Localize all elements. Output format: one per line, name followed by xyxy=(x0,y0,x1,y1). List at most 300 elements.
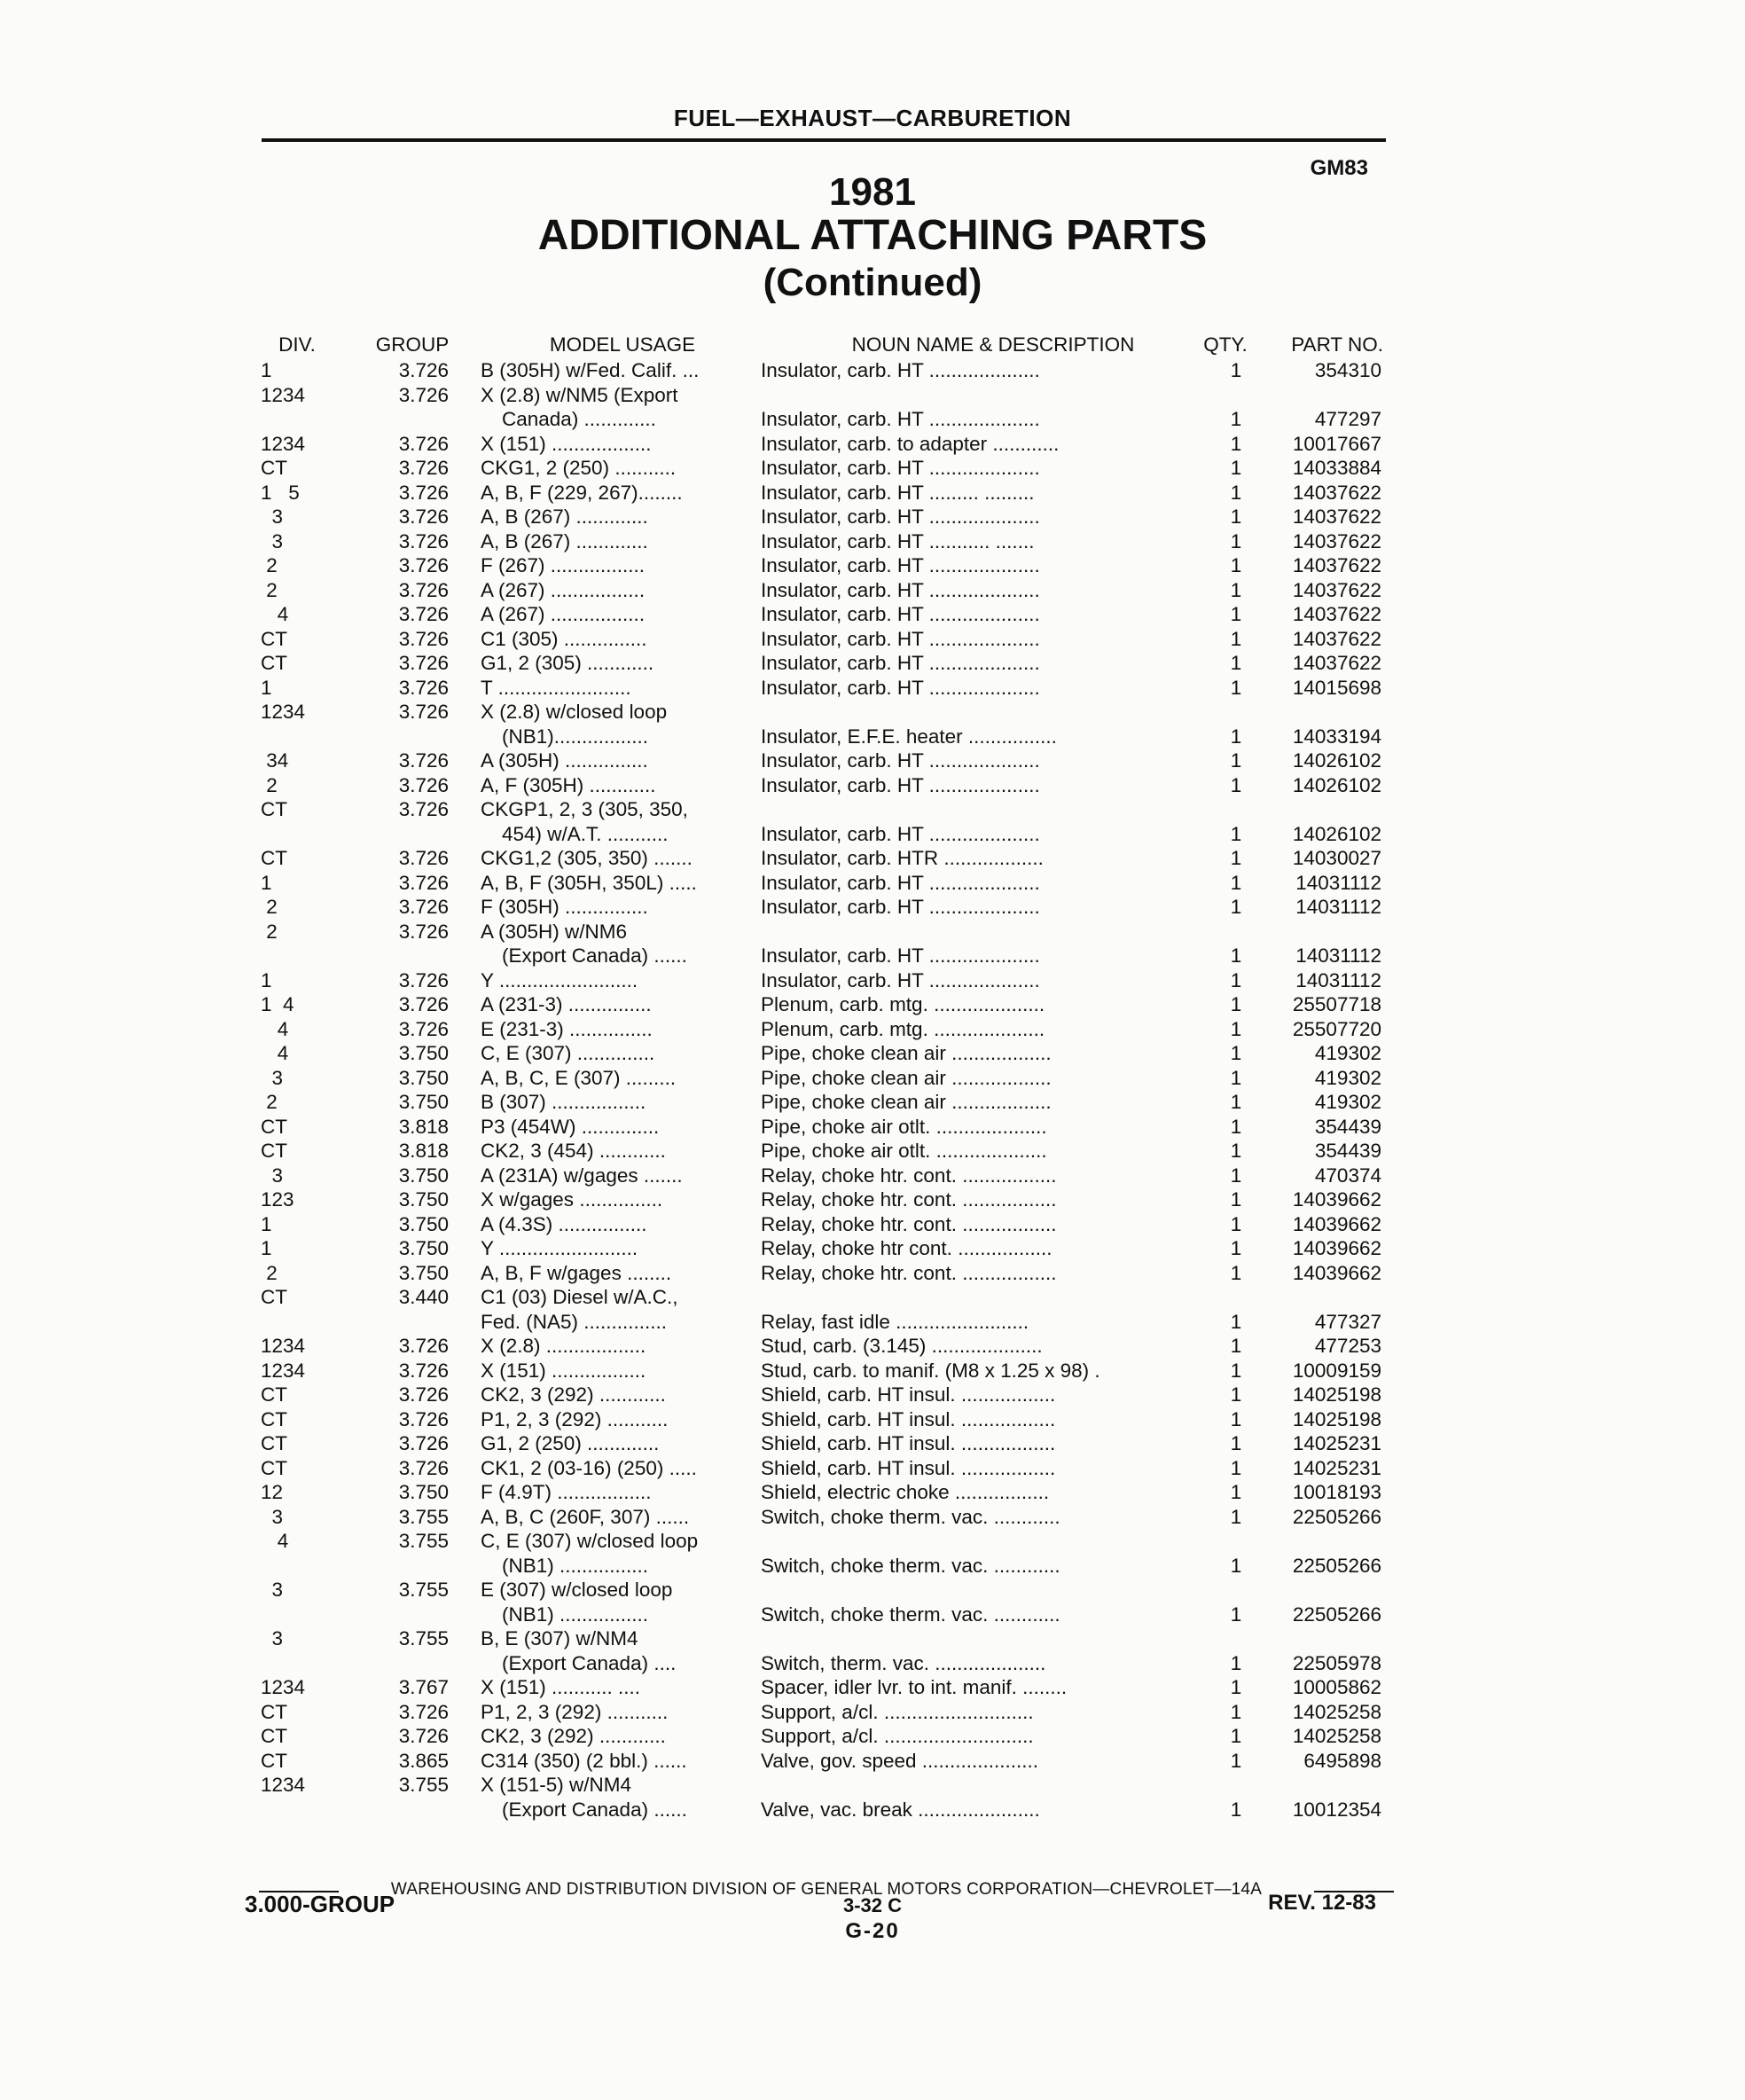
qty-cell: 1 xyxy=(1230,481,1242,504)
noun-name-cell: Insulator, carb. HT .................... xyxy=(761,871,1040,894)
qty-cell: 1 xyxy=(1230,773,1242,796)
div-cell: CT xyxy=(261,1456,287,1479)
noun-name-cell: Insulator, carb. HT .................... xyxy=(761,627,1040,650)
model-usage-cell: X (2.8) .................. xyxy=(481,1335,646,1357)
table-row xyxy=(257,1773,1392,1798)
group-cell: 3.726 xyxy=(398,529,449,552)
div-cell: CT xyxy=(261,1407,287,1430)
model-usage-cell: X (151) ................. xyxy=(481,1359,646,1382)
table-row xyxy=(257,1554,1392,1579)
table-row xyxy=(257,920,1392,944)
model-usage-cell: G1, 2 (250) ............. xyxy=(481,1432,660,1454)
qty-cell: 1 xyxy=(1230,603,1242,625)
model-usage-cell: P1, 2, 3 (292) ........... xyxy=(481,1407,669,1430)
group-cell: 3.726 xyxy=(398,1700,449,1723)
part-number-cell: 14031112 xyxy=(1295,968,1381,991)
noun-name-cell: Insulator, carb. HT .................... xyxy=(761,652,1040,674)
part-number-cell: 14037622 xyxy=(1292,505,1381,528)
part-number-cell: 22505266 xyxy=(1292,1554,1381,1577)
model-usage-cell: A, B, C, E (307) ......... xyxy=(481,1066,677,1089)
model-usage-cell: A, F (305H) ............ xyxy=(481,773,656,796)
page-subtitle: (Continued) xyxy=(763,261,982,304)
part-number-cell: 14026102 xyxy=(1292,822,1381,845)
table-row xyxy=(257,1261,1392,1286)
div-cell: CT xyxy=(261,1749,287,1772)
qty-cell: 1 xyxy=(1230,993,1242,1015)
noun-name-cell: Support, a/cl. ........................... xyxy=(761,1725,1034,1747)
qty-cell: 1 xyxy=(1230,457,1242,479)
noun-name-cell: Spacer, idler lvr. to int. manif. ........ xyxy=(761,1676,1068,1698)
group-cell: 3.726 xyxy=(398,383,449,406)
table-row xyxy=(257,725,1392,749)
qty-cell: 1 xyxy=(1230,676,1242,699)
model-usage-cell: CK2, 3 (292) ............ xyxy=(481,1725,666,1747)
qty-cell: 1 xyxy=(1230,1651,1242,1674)
model-usage-cell: C, E (307) .............. xyxy=(481,1042,655,1064)
table-row xyxy=(257,578,1392,603)
part-number-cell: 354439 xyxy=(1314,1140,1381,1162)
noun-name-cell: Insulator, carb. to adapter ............ xyxy=(761,432,1060,455)
qty-cell: 1 xyxy=(1230,1725,1242,1747)
noun-name-cell: Pipe, choke clean air .................. xyxy=(761,1042,1052,1064)
group-cell: 3.755 xyxy=(398,1530,449,1552)
div-cell: 2 xyxy=(261,1091,278,1113)
div-cell: CT xyxy=(261,1383,287,1406)
noun-name-cell: Shield, carb. HT insul. ................. xyxy=(761,1456,1056,1479)
group-cell: 3.726 xyxy=(398,968,449,991)
qty-cell: 1 xyxy=(1230,652,1242,674)
part-number-cell: 25507720 xyxy=(1292,1017,1381,1040)
table-row xyxy=(257,944,1392,968)
qty-cell: 1 xyxy=(1230,1407,1242,1430)
div-cell: 123 xyxy=(261,1188,294,1211)
table-row xyxy=(257,1139,1392,1164)
model-usage-cell: F (267) ................. xyxy=(481,554,646,576)
model-usage-cell: CK1, 2 (03-16) (250) ..... xyxy=(481,1456,697,1479)
table-row xyxy=(257,1578,1392,1602)
model-usage-cell: A, B, F (229, 267)........ xyxy=(481,481,683,504)
noun-name-cell: Insulator, carb. HT .................... xyxy=(761,603,1040,625)
part-number-cell: 10005862 xyxy=(1292,1676,1381,1698)
noun-name-cell: Insulator, carb. HT ........... ....... xyxy=(761,529,1035,552)
div-cell: 3 xyxy=(261,1066,284,1089)
div-cell: 2 xyxy=(261,554,278,576)
table-row xyxy=(257,602,1392,627)
div-cell: 4 xyxy=(261,1017,289,1040)
model-usage-cell: A, B, C (260F, 307) ...... xyxy=(481,1505,690,1528)
model-usage-cell: A (4.3S) ................ xyxy=(481,1212,647,1235)
group-cell: 3.767 xyxy=(398,1676,449,1698)
group-cell: 3.726 xyxy=(398,652,449,674)
table-row xyxy=(257,992,1392,1017)
group-cell: 3.750 xyxy=(398,1188,449,1211)
qty-cell: 1 xyxy=(1230,1481,1242,1503)
column-header-div: DIV. xyxy=(278,333,316,356)
model-usage-cell: A, B, F (305H, 350L) ..... xyxy=(481,871,697,894)
div-cell: 1234 xyxy=(261,1335,306,1357)
table-row xyxy=(257,1456,1392,1481)
table-header xyxy=(257,332,1392,358)
qty-cell: 1 xyxy=(1230,408,1242,430)
part-number-cell: 14039662 xyxy=(1292,1188,1381,1211)
group-cell: 3.726 xyxy=(398,676,449,699)
qty-cell: 1 xyxy=(1230,1066,1242,1089)
model-usage-cell: C, E (307) w/closed loop xyxy=(481,1530,699,1552)
part-number-cell: 25507718 xyxy=(1292,993,1381,1015)
part-number-cell: 14037622 xyxy=(1292,529,1381,552)
table-row xyxy=(257,456,1392,481)
part-number-cell: 14031112 xyxy=(1295,944,1381,967)
part-number-cell: 14025198 xyxy=(1292,1407,1381,1430)
qty-cell: 1 xyxy=(1230,1432,1242,1454)
noun-name-cell: Pipe, choke clean air .................. xyxy=(761,1066,1052,1089)
qty-cell: 1 xyxy=(1230,1042,1242,1064)
model-usage-cell: A (267) ................. xyxy=(481,603,646,625)
div-cell: 2 xyxy=(261,1261,278,1284)
noun-name-cell: Insulator, carb. HT .................... xyxy=(761,773,1040,796)
noun-name-cell: Shield, carb. HT insul. ................. xyxy=(761,1407,1056,1430)
div-cell: 3 xyxy=(261,1164,284,1187)
footer-revision: REV. 12-83 xyxy=(1268,1891,1376,1915)
div-cell: CT xyxy=(261,798,287,820)
model-usage-cell: 454) w/A.T. ........... xyxy=(502,822,669,845)
part-number-cell: 14031112 xyxy=(1295,871,1381,894)
table-row xyxy=(257,773,1392,798)
div-cell: 4 xyxy=(261,1042,289,1064)
div-cell: 3 xyxy=(261,1505,284,1528)
table-row xyxy=(257,407,1392,432)
table-row xyxy=(257,1529,1392,1554)
table-row xyxy=(257,1164,1392,1188)
group-cell: 3.865 xyxy=(398,1749,449,1772)
qty-cell: 1 xyxy=(1230,822,1242,845)
div-cell: 2 xyxy=(261,578,278,601)
noun-name-cell: Stud, carb. to manif. (M8 x 1.25 x 98) . xyxy=(761,1359,1100,1382)
model-usage-cell: A, B (267) ............. xyxy=(481,529,648,552)
model-usage-cell: G1, 2 (305) ............ xyxy=(481,652,654,674)
group-cell: 3.726 xyxy=(398,749,449,772)
noun-name-cell: Switch, therm. vac. .................... xyxy=(761,1651,1046,1674)
part-number-cell: 14026102 xyxy=(1292,773,1381,796)
table-row xyxy=(257,895,1392,920)
table-row xyxy=(257,1749,1392,1774)
qty-cell: 1 xyxy=(1230,1676,1242,1698)
group-cell: 3.726 xyxy=(398,432,449,455)
noun-name-cell: Insulator, carb. HT .................... xyxy=(761,676,1040,699)
div-cell: 1234 xyxy=(261,432,306,455)
model-usage-cell: X (151-5) w/NM4 xyxy=(481,1774,632,1796)
div-cell: 1 xyxy=(261,676,272,699)
group-cell: 3.750 xyxy=(398,1164,449,1187)
group-cell: 3.750 xyxy=(398,1066,449,1089)
div-cell: CT xyxy=(261,1140,287,1162)
qty-cell: 1 xyxy=(1230,1383,1242,1406)
div-cell: 1 5 xyxy=(261,481,300,504)
div-cell: CT xyxy=(261,1286,287,1308)
div-cell: 12 xyxy=(261,1481,284,1503)
qty-cell: 1 xyxy=(1230,1140,1242,1162)
noun-name-cell: Support, a/cl. ........................... xyxy=(761,1700,1034,1723)
table-row xyxy=(257,1310,1392,1335)
table-row xyxy=(257,481,1392,505)
div-cell: 1234 xyxy=(261,1676,306,1698)
table-row xyxy=(257,1626,1392,1651)
group-cell: 3.726 xyxy=(398,1456,449,1479)
qty-cell: 1 xyxy=(1230,554,1242,576)
table-row xyxy=(257,748,1392,773)
table-row xyxy=(257,1505,1392,1530)
qty-cell: 1 xyxy=(1230,1749,1242,1772)
noun-name-cell: Relay, choke htr. cont. ................. xyxy=(761,1212,1057,1235)
qty-cell: 1 xyxy=(1230,1261,1242,1284)
div-cell: 2 xyxy=(261,773,278,796)
noun-name-cell: Relay, choke htr cont. ................. xyxy=(761,1237,1052,1259)
group-cell: 3.726 xyxy=(398,578,449,601)
div-cell: 3 xyxy=(261,505,284,528)
model-usage-cell: (Export Canada) .... xyxy=(502,1651,677,1674)
part-number-cell: 14025231 xyxy=(1292,1456,1381,1479)
qty-cell: 1 xyxy=(1230,1115,1242,1138)
table-row xyxy=(257,797,1392,822)
model-usage-cell: A (267) ................. xyxy=(481,578,646,601)
qty-cell: 1 xyxy=(1230,1554,1242,1577)
noun-name-cell: Shield, carb. HT insul. ................. xyxy=(761,1432,1056,1454)
table-row xyxy=(257,1651,1392,1676)
qty-cell: 1 xyxy=(1230,1310,1242,1333)
noun-name-cell: Valve, gov. speed ..................... xyxy=(761,1749,1039,1772)
model-usage-cell: (Export Canada) ...... xyxy=(502,944,687,967)
div-cell: 3 xyxy=(261,1579,284,1601)
part-number-cell: 10018193 xyxy=(1292,1481,1381,1503)
noun-name-cell: Relay, choke htr. cont. ................. xyxy=(761,1188,1057,1211)
noun-name-cell: Insulator, carb. HT .................... xyxy=(761,968,1040,991)
part-number-cell: 14026102 xyxy=(1292,749,1381,772)
table-row xyxy=(257,529,1392,554)
noun-name-cell: Insulator, carb. HT .................... xyxy=(761,578,1040,601)
noun-name-cell: Insulator, carb. HT .................... xyxy=(761,896,1040,918)
model-usage-cell: X (151) ........... .... xyxy=(481,1676,641,1698)
part-number-cell: 477327 xyxy=(1314,1310,1381,1333)
part-number-cell: 14037622 xyxy=(1292,481,1381,504)
table-row xyxy=(257,1115,1392,1140)
part-number-cell: 10017667 xyxy=(1292,432,1381,455)
div-cell: CT xyxy=(261,652,287,674)
qty-cell: 1 xyxy=(1230,359,1242,381)
part-number-cell: 14025198 xyxy=(1292,1383,1381,1406)
table-row xyxy=(257,358,1392,383)
table-row xyxy=(257,1334,1392,1359)
div-cell: 1 xyxy=(261,1237,272,1259)
group-cell: 3.726 xyxy=(398,773,449,796)
div-cell: 1 xyxy=(261,968,272,991)
column-header-group: GROUP xyxy=(375,333,450,356)
model-usage-cell: A, B, F w/gages ........ xyxy=(481,1261,672,1284)
table-row xyxy=(257,432,1392,457)
model-usage-cell: X w/gages ............... xyxy=(481,1188,663,1211)
qty-cell: 1 xyxy=(1230,1602,1242,1626)
qty-cell: 1 xyxy=(1230,505,1242,528)
table-row xyxy=(257,676,1392,701)
part-number-cell: 10009159 xyxy=(1292,1359,1381,1382)
model-usage-cell: X (151) .................. xyxy=(481,432,652,455)
noun-name-cell: Insulator, carb. HT .................... xyxy=(761,505,1040,528)
div-cell: 34 xyxy=(261,749,289,772)
group-cell: 3.755 xyxy=(398,1579,449,1601)
table-row xyxy=(257,1017,1392,1042)
qty-cell: 1 xyxy=(1230,432,1242,455)
noun-name-cell: Insulator, carb. HT .................... xyxy=(761,408,1040,430)
group-cell: 3.440 xyxy=(398,1286,449,1308)
part-number-cell: 22505266 xyxy=(1292,1602,1381,1626)
model-usage-cell: A (305H) w/NM6 xyxy=(481,920,628,943)
noun-name-cell: Insulator, carb. HT .................... xyxy=(761,749,1040,772)
table-row xyxy=(257,1602,1392,1627)
model-usage-cell: X (2.8) w/closed loop xyxy=(481,701,668,723)
model-usage-cell: C1 (305) ............... xyxy=(481,627,647,650)
group-cell: 3.726 xyxy=(398,1725,449,1747)
group-cell: 3.726 xyxy=(398,627,449,650)
group-cell: 3.726 xyxy=(398,1432,449,1454)
div-cell: 1 4 xyxy=(261,993,294,1015)
qty-cell: 1 xyxy=(1230,725,1242,748)
parts-table xyxy=(257,332,1392,1822)
qty-cell: 1 xyxy=(1230,1359,1242,1382)
noun-name-cell: Pipe, choke air otlt. .................... xyxy=(761,1140,1047,1162)
group-cell: 3.726 xyxy=(398,1335,449,1357)
qty-cell: 1 xyxy=(1230,1798,1242,1821)
qty-cell: 1 xyxy=(1230,1505,1242,1528)
part-number-cell: 14037622 xyxy=(1292,554,1381,576)
section-title: FUEL—EXHAUST—CARBURETION xyxy=(673,105,1072,131)
qty-cell: 1 xyxy=(1230,968,1242,991)
table-row xyxy=(257,627,1392,652)
part-number-cell: 14037622 xyxy=(1292,603,1381,625)
part-number-cell: 14039662 xyxy=(1292,1237,1381,1259)
div-cell: 2 xyxy=(261,920,278,943)
part-number-cell: 419302 xyxy=(1314,1042,1381,1064)
div-cell: 1234 xyxy=(261,701,306,723)
group-cell: 3.726 xyxy=(398,505,449,528)
model-usage-cell: Canada) ............. xyxy=(502,408,656,430)
model-usage-cell: X (2.8) w/NM5 (Export xyxy=(481,383,678,406)
noun-name-cell: Switch, choke therm. vac. ............ xyxy=(761,1602,1060,1626)
model-usage-cell: Fed. (NA5) ............... xyxy=(481,1310,668,1333)
group-cell: 3.726 xyxy=(398,1407,449,1430)
part-number-cell: 14037622 xyxy=(1292,627,1381,650)
qty-cell: 1 xyxy=(1230,1237,1242,1259)
noun-name-cell: Insulator, carb. HTR .................. xyxy=(761,847,1044,869)
table-row xyxy=(257,505,1392,529)
qty-cell: 1 xyxy=(1230,578,1242,601)
model-usage-cell: (NB1) ................ xyxy=(502,1602,649,1626)
model-usage-cell: P3 (454W) .............. xyxy=(481,1115,660,1138)
div-cell: 3 xyxy=(261,529,284,552)
part-number-cell: 477297 xyxy=(1314,408,1381,430)
group-cell: 3.750 xyxy=(398,1042,449,1064)
div-cell: CT xyxy=(261,1725,287,1747)
noun-name-cell: Switch, choke therm. vac. ............ xyxy=(761,1505,1060,1528)
noun-name-cell: Insulator, carb. HT ......... ......... xyxy=(761,481,1035,504)
part-number-cell: 14030027 xyxy=(1292,847,1381,869)
table-row xyxy=(257,1090,1392,1115)
model-usage-cell: (Export Canada) ...... xyxy=(502,1798,687,1821)
group-cell: 3.750 xyxy=(398,1237,449,1259)
group-cell: 3.726 xyxy=(398,554,449,576)
group-cell: 3.726 xyxy=(398,1359,449,1382)
table-row xyxy=(257,822,1392,847)
model-usage-cell: (NB1) ................ xyxy=(502,1554,649,1577)
group-cell: 3.726 xyxy=(398,896,449,918)
model-usage-cell: CKG1, 2 (250) ........... xyxy=(481,457,677,479)
div-cell: 3 xyxy=(261,1627,284,1649)
noun-name-cell: Insulator, carb. HT .................... xyxy=(761,822,1040,845)
qty-cell: 1 xyxy=(1230,896,1242,918)
qty-cell: 1 xyxy=(1230,529,1242,552)
noun-name-cell: Switch, choke therm. vac. ............ xyxy=(761,1554,1060,1577)
group-cell: 3.726 xyxy=(398,457,449,479)
table-row xyxy=(257,1236,1392,1261)
part-number-cell: 14033194 xyxy=(1292,725,1381,748)
model-usage-cell: B (305H) w/Fed. Calif. ... xyxy=(481,359,700,381)
part-number-cell: 419302 xyxy=(1314,1066,1381,1089)
table-row xyxy=(257,1675,1392,1700)
table-row xyxy=(257,846,1392,871)
part-number-cell: 14025258 xyxy=(1292,1725,1381,1747)
column-header-noun-name: NOUN NAME & DESCRIPTION xyxy=(851,333,1135,356)
group-cell: 3.818 xyxy=(398,1115,449,1138)
page-title: ADDITIONAL ATTACHING PARTS xyxy=(537,212,1208,259)
model-usage-cell: P1, 2, 3 (292) ........... xyxy=(481,1700,669,1723)
div-cell: 4 xyxy=(261,1530,289,1552)
model-usage-cell: CKG1,2 (305, 350) ....... xyxy=(481,847,693,869)
group-cell: 3.750 xyxy=(398,1261,449,1284)
part-number-cell: 14033884 xyxy=(1292,457,1381,479)
group-cell: 3.726 xyxy=(398,481,449,504)
div-cell: CT xyxy=(261,1432,287,1454)
noun-name-cell: Relay, choke htr. cont. ................. xyxy=(761,1164,1057,1187)
noun-name-cell: Shield, carb. HT insul. ................. xyxy=(761,1383,1056,1406)
part-number-cell: 14037622 xyxy=(1292,578,1381,601)
qty-cell: 1 xyxy=(1230,1700,1242,1723)
group-cell: 3.726 xyxy=(398,847,449,869)
group-cell: 3.755 xyxy=(398,1627,449,1649)
model-usage-cell: Y ......................... xyxy=(481,968,638,991)
noun-name-cell: Plenum, carb. mtg. .................... xyxy=(761,993,1045,1015)
qty-cell: 1 xyxy=(1230,871,1242,894)
qty-cell: 1 xyxy=(1230,627,1242,650)
part-number-cell: 470374 xyxy=(1314,1164,1381,1187)
part-number-cell: 14039662 xyxy=(1292,1212,1381,1235)
part-number-cell: 354310 xyxy=(1314,359,1381,381)
group-cell: 3.755 xyxy=(398,1505,449,1528)
table-row xyxy=(257,1480,1392,1505)
model-usage-cell: C314 (350) (2 bbl.) ...... xyxy=(481,1749,687,1772)
noun-name-cell: Insulator, carb. HT .................... xyxy=(761,359,1040,381)
part-number-cell: 14031112 xyxy=(1295,896,1381,918)
footer-page-number: 3-32 C xyxy=(842,1894,903,1916)
model-usage-cell: A (231A) w/gages ....... xyxy=(481,1164,683,1187)
table-row xyxy=(257,1431,1392,1456)
div-cell: 1 xyxy=(261,871,272,894)
div-cell: CT xyxy=(261,457,287,479)
part-number-cell: 354439 xyxy=(1314,1115,1381,1138)
part-number-cell: 10012354 xyxy=(1292,1798,1381,1821)
model-usage-cell: T ........................ xyxy=(481,676,631,699)
group-cell: 3.726 xyxy=(398,993,449,1015)
column-header-model-usage: MODEL USAGE xyxy=(549,333,696,356)
group-cell: 3.750 xyxy=(398,1481,449,1503)
noun-name-cell: Plenum, carb. mtg. .................... xyxy=(761,1017,1045,1040)
